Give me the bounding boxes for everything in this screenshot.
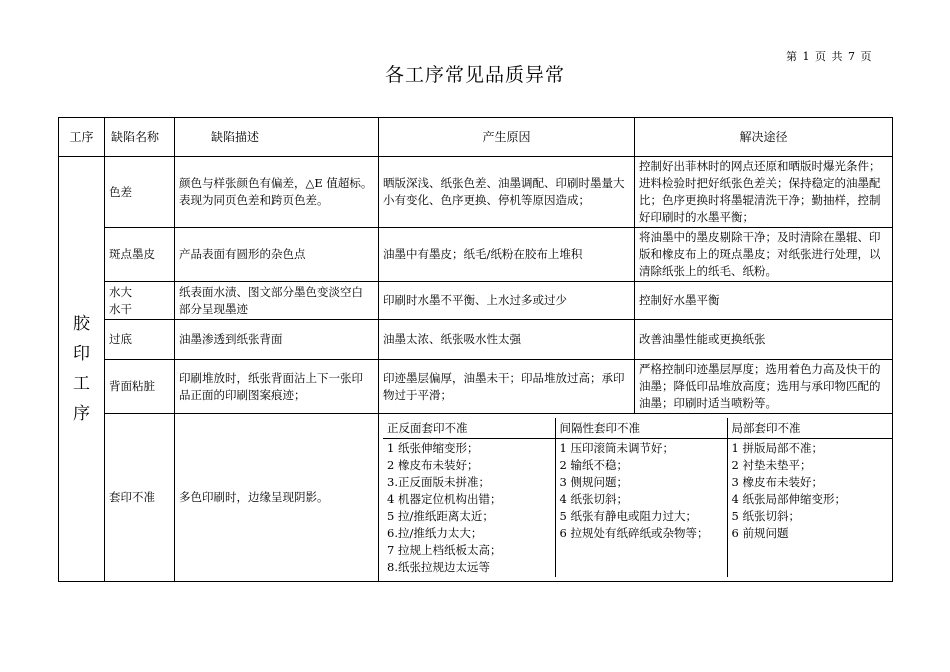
defect-cause: 晒版深浅、纸张色差、油墨调配、印刷时墨量大小有变化、色序更换、停机等原因造成； (379, 157, 635, 228)
table-row (59, 228, 893, 282)
list-item: 2 衬垫未垫平； (731, 458, 812, 472)
header-process: 工序 (59, 118, 105, 157)
defect-solution: 控制好出菲林时的网点还原和晒版时爆光条件；进料检验时把好纸张色差关；保持稳定的油墨配比；色序更换时将墨辊清洗干净；勤抽样，控制好印刷时的水墨平衡； (635, 157, 893, 228)
registration-items-partial (727, 439, 893, 578)
header-defect-name: 缺陷名称 (105, 118, 175, 157)
header-solution: 解决途径 (635, 118, 893, 157)
list-item: 8.纸张拉规边太远等 (387, 560, 490, 574)
list-item: 5 拉/推纸距离太近； (387, 509, 494, 523)
registration-items-intermittent (555, 439, 727, 578)
defect-cause: 印刷时水墨不平衡、上水过多或过少 (379, 282, 635, 320)
defect-name: 背面粘脏 (105, 360, 175, 414)
table-header-row (59, 118, 893, 157)
defect-description: 多色印刷时，边缘呈现阴影。 (175, 414, 379, 582)
list-item: 1 拼版局部不准； (731, 441, 823, 455)
defect-solution: 严格控制印迹墨层厚度；选用着色力高及快干的油墨；降低印品堆放高度；选用与承印物匹配的油墨；印刷时适当喷粉等。 (635, 360, 893, 414)
table-row (59, 360, 893, 414)
defect-description: 颜色与样张颜色有偏差，△E 值超标。表现为同页色差和跨页色差。 (175, 157, 379, 228)
page-title: 各工序常见品质异常 (384, 64, 565, 86)
defect-name (105, 282, 175, 320)
list-item: 6.拉/推纸力太大； (387, 526, 483, 540)
list-item: 6 拉规处有纸碎纸或杂物等； (559, 526, 709, 540)
registration-column-heading: 正反面套印不准 (383, 418, 555, 439)
defect-name: 斑点墨皮 (105, 228, 175, 282)
process-group-cell (59, 157, 105, 582)
registration-column-heading: 局部套印不准 (727, 418, 893, 439)
table-row (59, 282, 893, 320)
header-description: 缺陷描述 (175, 118, 379, 157)
defect-name: 色差 (105, 157, 175, 228)
defect-name-line: 水大 (109, 284, 132, 299)
list-item: 1 纸张伸缩变形； (387, 441, 479, 455)
list-item: 4 纸张切斜； (559, 492, 628, 506)
registration-causes-table (383, 418, 893, 577)
defect-name: 过底 (105, 320, 175, 360)
list-item: 5 纸张有静电或阻力过大； (559, 509, 697, 523)
defect-description: 产品表面有圆形的杂色点 (175, 228, 379, 282)
defect-name-line: 水干 (109, 301, 132, 316)
table-row (59, 157, 893, 228)
registration-causes-cell (379, 414, 893, 582)
defect-cause: 油墨中有墨皮；纸毛/纸粉在胶布上堆积 (379, 228, 635, 282)
registration-heading-row (383, 418, 893, 439)
defect-solution: 将油墨中的墨皮剔除干净；及时清除在墨辊、印版和橡皮布上的斑点墨皮；对纸张进行处理，以清除纸张上的纸毛、纸粉。 (635, 228, 893, 282)
defect-description: 油墨渗透到纸张背面 (175, 320, 379, 360)
defects-table (58, 117, 893, 582)
list-item: 2 输纸不稳； (559, 458, 628, 472)
defect-name: 套印不准 (105, 414, 175, 582)
list-item: 7 拉规上档纸板太高； (387, 543, 502, 557)
defect-cause: 油墨太浓、纸张吸水性太强 (379, 320, 635, 360)
list-item: 1 压印滚筒未调节好； (559, 441, 674, 455)
list-item: 3 橡皮布未装好； (731, 475, 823, 489)
registration-column-heading: 间隔性套印不准 (555, 418, 727, 439)
defect-description: 纸表面水渍、图文部分墨色变淡空白部分呈现墨迹 (175, 282, 379, 320)
registration-items-front-back (383, 439, 555, 578)
table-row (59, 320, 893, 360)
list-item: 2 橡皮布未装好； (387, 458, 479, 472)
list-item: 3.正反面版未拼准； (387, 475, 490, 489)
list-item: 5 纸张切斜； (731, 509, 800, 523)
list-item: 4 机器定位机构出错； (387, 492, 502, 506)
registration-items-row (383, 439, 893, 578)
process-group-label: 胶印工序 (73, 314, 90, 424)
defect-solution: 控制好水墨平衡 (635, 282, 893, 320)
list-item: 6 前规问题 (731, 526, 789, 540)
defect-description: 印刷堆放时，纸张背面沾上下一张印品正面的印刷图案痕迹； (175, 360, 379, 414)
list-item: 4 纸张局部伸缩变形； (731, 492, 846, 506)
header-cause: 产生原因 (379, 118, 635, 157)
defect-solution: 改善油墨性能或更换纸张 (635, 320, 893, 360)
table-row-registration (59, 414, 893, 582)
list-item: 3 侧规问题； (559, 475, 628, 489)
page-number: 第 1 页 共 7 页 (786, 50, 873, 63)
defect-cause: 印迹墨层偏厚，油墨未干；印品堆放过高；承印物过于平滑； (379, 360, 635, 414)
